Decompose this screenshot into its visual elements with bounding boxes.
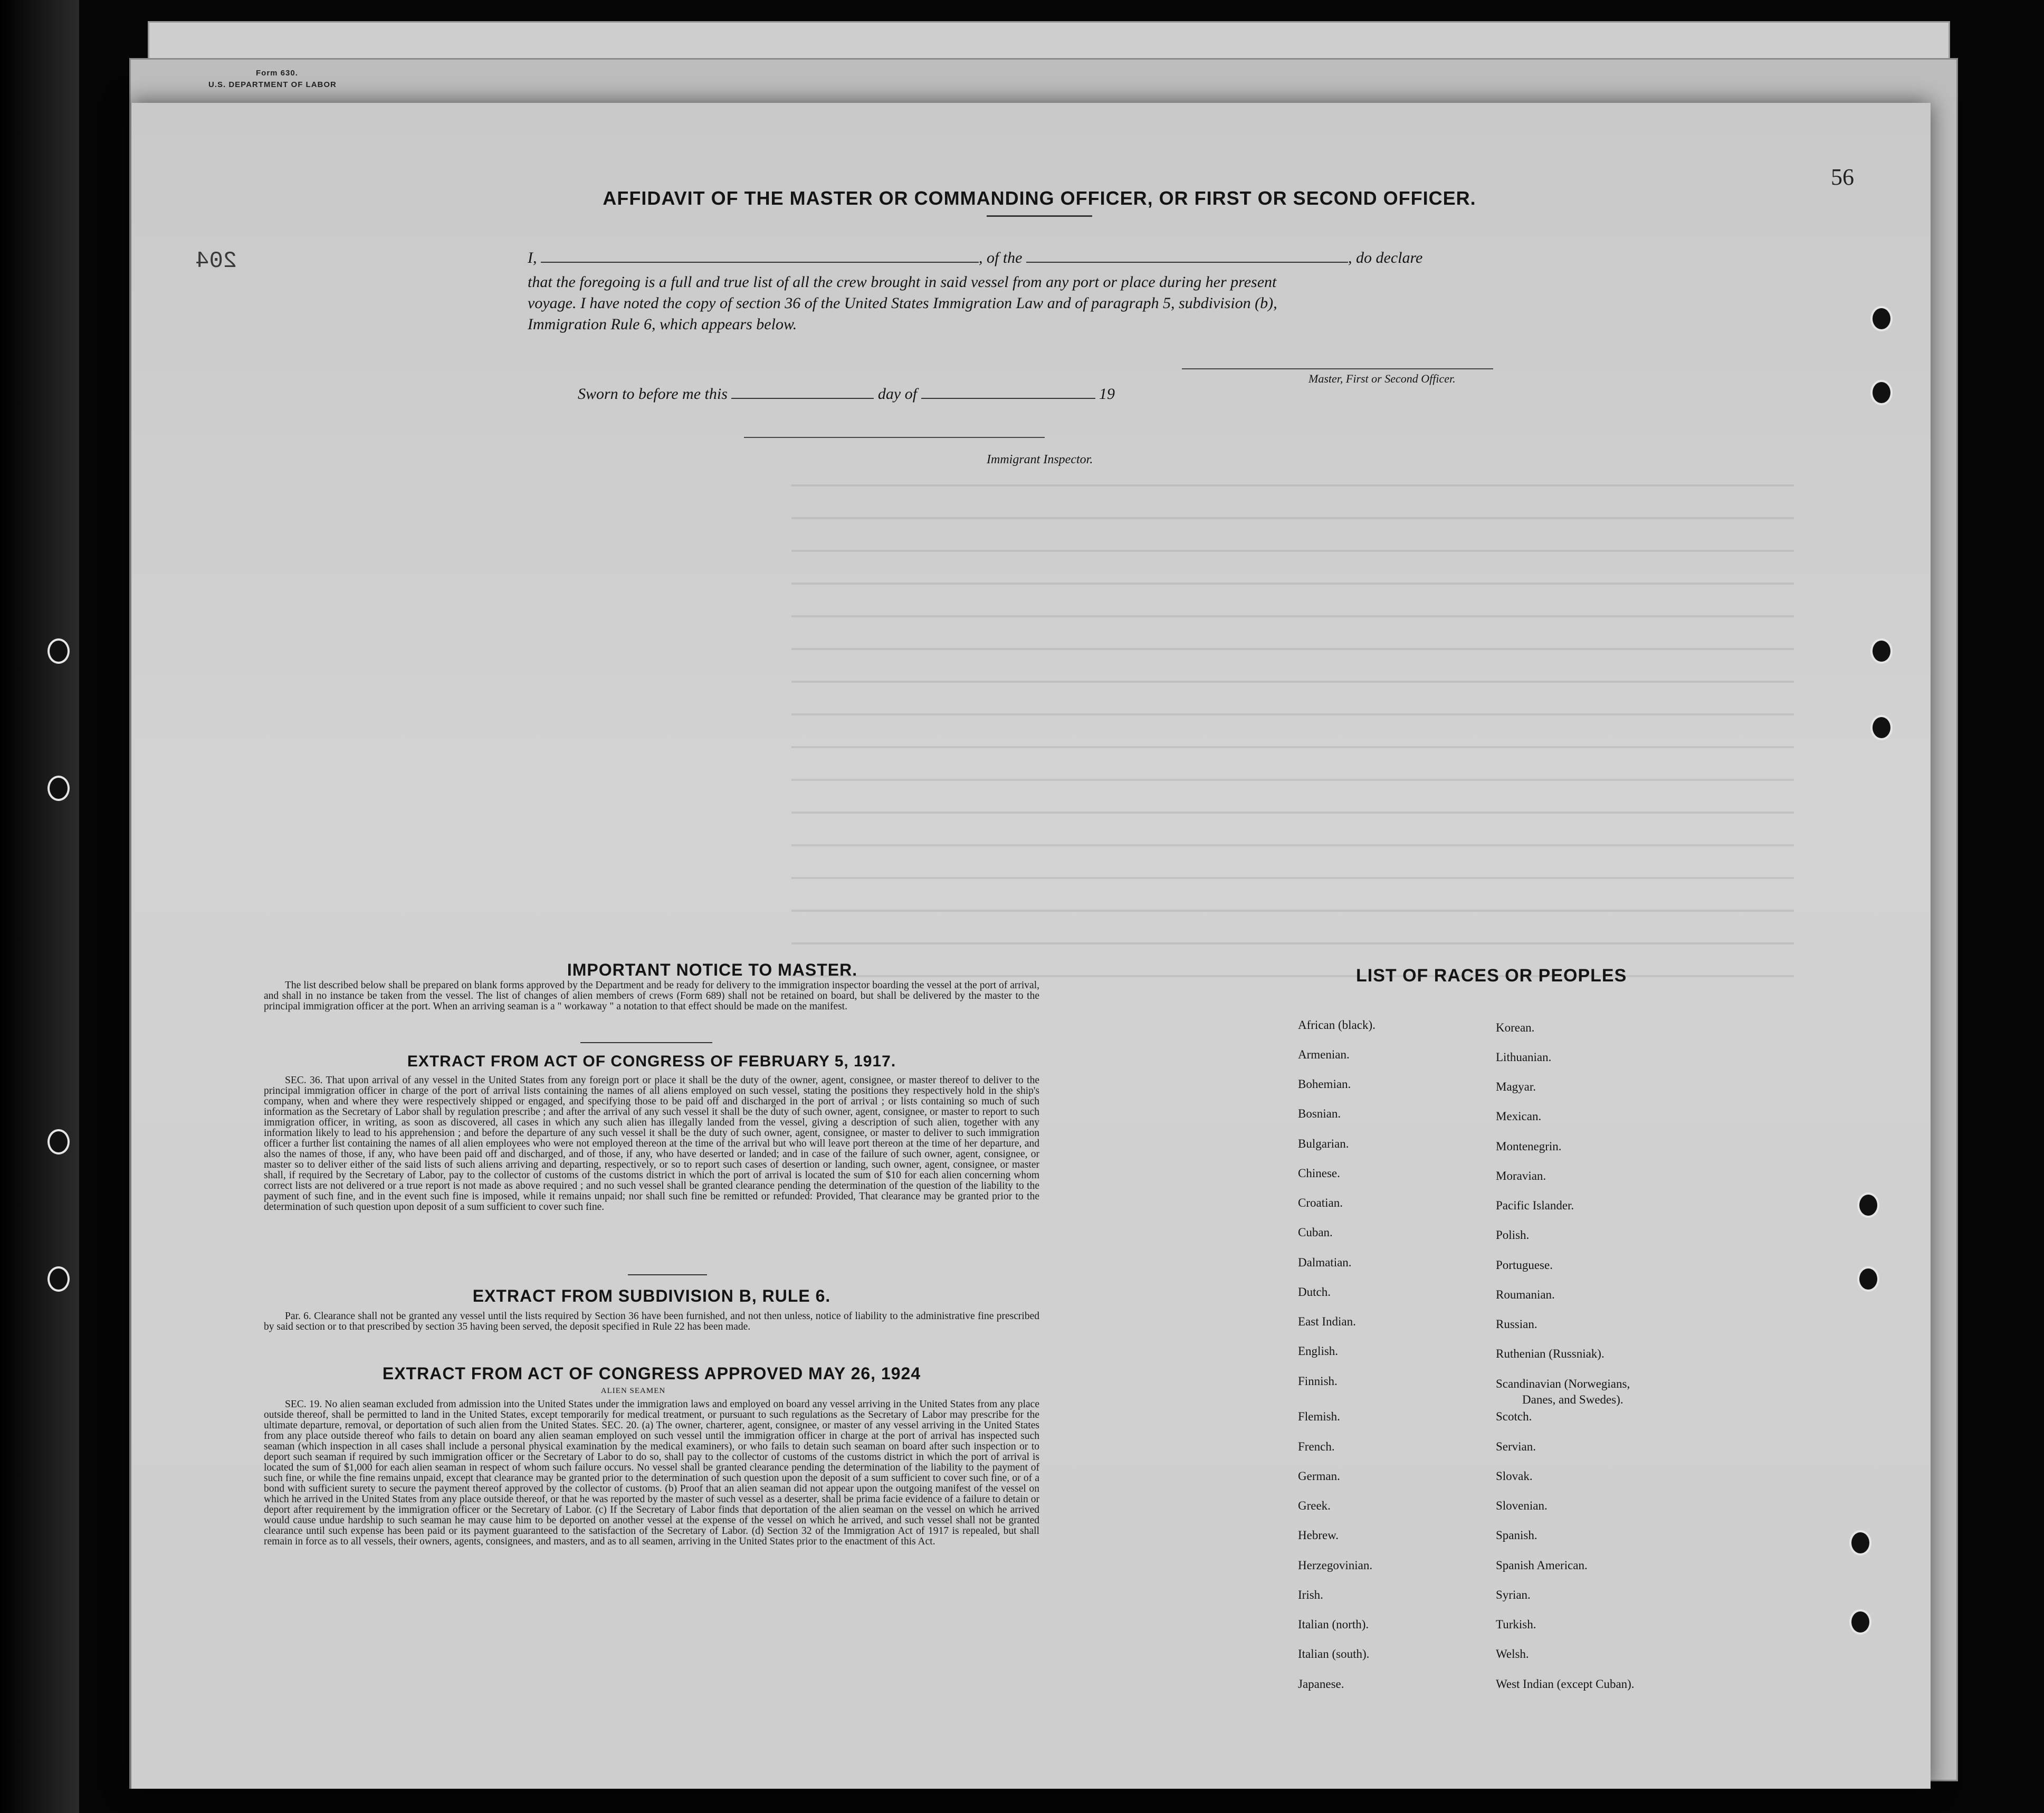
declaration-prefix: I, [528,249,537,266]
race-item: Korean. [1496,1021,1535,1034]
race-item: Magyar. [1496,1080,1536,1093]
race-item: Syrian. [1496,1588,1531,1601]
race-item: French. [1298,1440,1335,1453]
declaration-of-the: , of the [979,249,1023,266]
race-item: Pacific Islander. [1496,1199,1574,1212]
race-item: Italian (south). [1298,1647,1370,1661]
sworn-day-blank[interactable] [731,384,874,399]
master-caption: Master, First or Second Officer. [1308,372,1456,385]
race-item: Japanese. [1298,1677,1344,1691]
punch-hole [1870,638,1893,664]
race-item: Spanish American. [1496,1559,1588,1572]
race-item: Scotch. [1496,1410,1532,1423]
race-item: Chinese. [1298,1167,1340,1180]
punch-hole [1857,1266,1879,1292]
race-item: Spanish. [1496,1529,1537,1542]
sworn-line [578,384,1115,403]
race-item: German. [1298,1470,1340,1483]
race-item: English. [1298,1344,1339,1358]
race-item: East Indian. [1298,1315,1356,1328]
extract-1917-body: SEC. 36. That upon arrival of any vessel in the United States from any foreign port or place it shall be the duty of the owner, agent, consignee, or master thereof to deliver to the principal immigration officer in charge of the port of arrival lists containing the names of all aliens employed on such vessel, stating the positions they respectively hold in the ship's company, when and where they were respectively shipped or engaged, and specifying those to be paid off and discharged in the port of arrival ; or lists containing so much of such information as the Secretary of Labor shall by regulation prescribe ; and after the arrival of any such vessel it shall be the duty of such owner, agent, consignee, or master to report to such immigration officer, in writing, as soon as discovered, all cases in which any such alien has illegally landed from the vessel, giving a description of such alien, together with any information likely to lead to his apprehension ; and before the departure of any such vessel it shall be the duty of such owner, agent, consignee, or master to deliver to such immigration officer a further list containing the names of all alien employees who were not employed thereon at the time of the arrival but who will leave port thereon at the time of her departure, and also the names of those, if any, who have been paid off and discharged, and of those, if any, who have deserted or landed; and in case of the failure of such owner, agent, consignee, or master so to deliver either of the said lists of such aliens arriving and departing, respectively, or so to report such cases of desertion or landing, such owner, agent, consignee, or master shall, if required by the Secretary of Labor, pay to the collector of customs of the customs district in which the port of arrival is located the sum of $10 for each alien concerning whom correct lists are not delivered or a true report is not made as above required ; and no such vessel shall be granted clearance pending the determination of the question of the liability to the payment of such fine, and in the event such fine is imposed, while it remains unpaid; nor shall such fine be remitted or refunded: Provided, That clearance may be granted prior to the determination of such question upon deposit of a sum sufficient to cover such fine. [264,1075,1039,1213]
declaration-line-1 [528,248,1422,267]
punch-hole [47,1129,70,1154]
punch-hole [47,776,70,801]
extract-1924-body: SEC. 19. No alien seaman excluded from admission into the United States under the immigration laws and employed on board any vessel arriving in the United States from any place outside thereof, shall be permitted to land in the United States, except temporarily for medical treatment, or pursuant to such regulations as the Secretary of Labor may prescribe for the ultimate departure, removal, or deportation of such alien from the United States. SEC. 20. (a) The owner, charterer, agent, consignee, or master of any vessel arriving in the United States from any place outside thereof who fails to detain on board any alien seaman employed on such vessel until the immigration officer in charge at the port of arrival has inspected such seaman (which inspection in all cases shall include a personal physical examination by the medical examiners), or who fails to detain such seaman on board after such inspection or to deport such seaman if required by such immigration officer or the Secretary of Labor to do so, shall pay to the collector of customs of the customs district in which the port of arrival is located the sum of $1,000 for each alien seaman in respect of whom such failure occurs. No vessel shall be granted clearance pending the determination of the liability to the payment of such fine, or while the fine remains unpaid, except that clearance may be granted prior to the determination of such question upon the deposit of a sum sufficient to cover such fine, or of a bond with sufficient surety to secure the payment thereof approved by the collector of customs. (b) Proof that an alien seaman did not appear upon the outgoing manifest of the vessel on which he arrived in the United States from any place outside thereof, or that he was reported by the master of such vessel as a deserter, shall be prima facie evidence of a failure to detain or deport after requirement by the immigration officer or the Secretary of Labor. (c) If the Secretary of Labor finds that deportation of the alien seaman on the vessel on which he arrived would cause undue hardship to such seaman he may cause him to be deported on another vessel at the expense of the vessel on which he arrived, and such vessel shall not be granted clearance until such expense has been paid or its payment guaranteed to the satisfaction of the Secretary of Labor. (d) Section 32 of the Immigration Act of 1917 is repealed, but shall remain in force as to all vessels, their owners, agents, consignees, and masters, and as to all seamen, arriving in the United States prior to the enactment of this Act. [264,1399,1039,1547]
extract-rule6-body: Par. 6. Clearance shall not be granted any vessel until the lists required by Section 36 have been furnished, and not then unless, notice of liability to the administrative fine prescribed by said section or to that prescribed by section 35 having been served, the deposit specified in Rule 22 has been made. [264,1311,1039,1332]
extract-1917-title: EXTRACT FROM ACT OF CONGRESS OF FEBRUARY 5, 1917. [407,1053,896,1070]
punch-hole [1849,1609,1871,1635]
punch-hole [47,1266,70,1292]
race-item: Armenian. [1298,1048,1350,1061]
race-item: Dutch. [1298,1285,1331,1299]
race-item: Bohemian. [1298,1077,1351,1091]
vessel-blank[interactable] [1026,248,1348,263]
punch-hole [1857,1192,1879,1218]
extract-1924-title: EXTRACT FROM ACT OF CONGRESS APPROVED MAY 26, 1924 [382,1364,921,1383]
form-number: Form 630. [256,69,298,78]
punch-hole [1870,380,1893,405]
sworn-month-blank[interactable] [921,384,1095,399]
race-item: Herzegovinian. [1298,1559,1373,1572]
race-item: Lithuanian. [1496,1051,1552,1064]
page-number-mark: 56 [1831,164,1854,190]
race-item: Danes, and Swedes). [1522,1393,1623,1406]
race-item: Bulgarian. [1298,1137,1349,1150]
race-item: Turkish. [1496,1618,1536,1631]
notice-title: IMPORTANT NOTICE TO MASTER. [567,960,858,979]
master-signature-line[interactable] [1182,368,1493,369]
divider [580,1042,712,1043]
race-item: Polish. [1496,1228,1530,1242]
race-item: Greek. [1298,1499,1331,1512]
declaration-line-4: Immigration Rule 6, which appears below. [528,316,797,333]
race-item: Russian. [1496,1318,1537,1331]
races-title: LIST OF RACES OR PEOPLES [1356,966,1627,986]
divider [628,1274,707,1275]
race-item: Irish. [1298,1588,1323,1601]
sworn-year: 19 [1099,385,1115,403]
race-item: Finnish. [1298,1375,1338,1388]
department-label: U.S. DEPARTMENT OF LABOR [208,80,337,89]
punch-hole [1849,1530,1871,1556]
race-item: Dalmatian. [1298,1256,1352,1269]
race-item: Roumanian. [1496,1288,1555,1301]
alien-seamen-subtitle: ALIEN SEAMEN [600,1387,666,1395]
race-item: Croatian. [1298,1196,1343,1209]
back-sheet-header [208,68,337,91]
inspector-signature-line[interactable] [744,437,1045,438]
declaration-end: , do declare [1348,249,1423,266]
race-item: Scandinavian (Norwegians, [1496,1377,1630,1390]
race-item: Servian. [1496,1440,1536,1453]
declaration-line-3: voyage. I have noted the copy of section 36 of the United States Immigration Law and of paragraph 5, subdivision (b), [528,294,1277,312]
affidavit-title: AFFIDAVIT OF THE MASTER OR COMMANDING OFFICER, OR FIRST OR SECOND OFFICER. [603,187,1476,209]
punch-hole [1870,715,1893,740]
race-item: Welsh. [1496,1647,1529,1661]
punch-hole [47,638,70,664]
name-blank[interactable] [541,248,979,263]
race-item: Slovenian. [1496,1499,1548,1512]
race-item: African (black). [1298,1018,1376,1032]
race-item: Flemish. [1298,1410,1340,1423]
divider [987,215,1092,217]
mirrored-number: 204 [195,248,237,274]
extract-rule6-title: EXTRACT FROM SUBDIVISION B, RULE 6. [472,1286,831,1305]
race-item: Mexican. [1496,1110,1542,1123]
bleed-through-texture [791,454,1794,981]
race-item: Moravian. [1496,1169,1546,1182]
race-item: Cuban. [1298,1226,1333,1239]
race-item: Slovak. [1496,1470,1533,1483]
race-item: Italian (north). [1298,1618,1369,1631]
inspector-caption: Immigrant Inspector. [987,453,1093,466]
race-item: Montenegrin. [1496,1140,1562,1153]
race-item: Ruthenian (Russniak). [1496,1347,1604,1360]
race-item: Hebrew. [1298,1529,1339,1542]
notice-body: The list described below shall be prepared on blank forms approved by the Department and be ready for delivery to the immigration inspector boarding the vessel at the port of arrival, and shall in no instance be taken from the vessel. The list of changes of alien members of crews (Form 689) shall not be retained on board, but shall be delivered by the master to the principal immigration officer at the port. When an arriving seaman is a " workaway " a notation to that effect should be made on the manifest. [264,980,1039,1012]
film-edge [0,0,79,1813]
race-item: West Indian (except Cuban). [1496,1677,1635,1691]
sworn-prefix: Sworn to before me this [578,385,728,403]
race-item: Portuguese. [1496,1258,1553,1272]
declaration-line-2: that the foregoing is a full and true list of all the crew brought in said vessel from any port or place during her present [528,273,1277,291]
punch-hole [1870,306,1893,331]
sworn-day-label: day of [877,385,918,403]
race-item: Bosnian. [1298,1107,1341,1120]
